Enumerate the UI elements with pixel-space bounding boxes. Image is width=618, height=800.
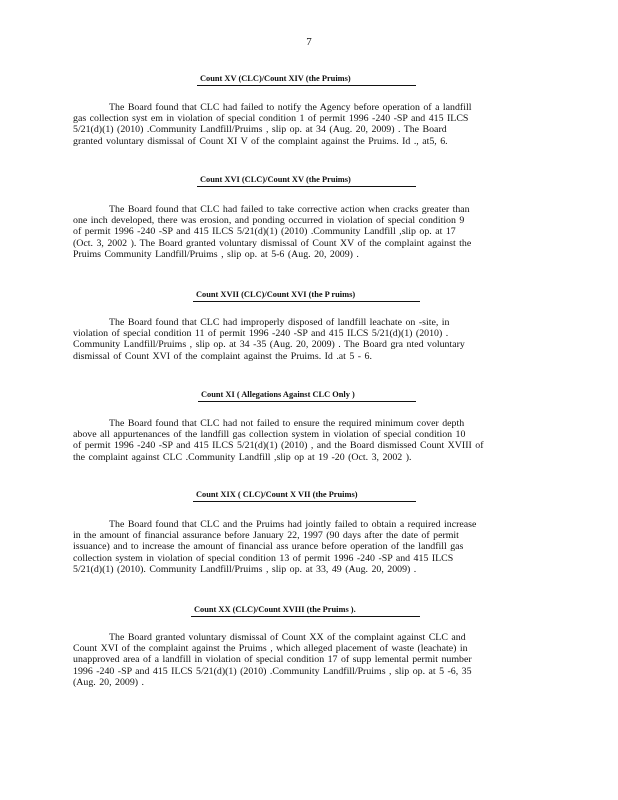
paragraph-line: (Aug. 20, 2009) . xyxy=(73,676,145,688)
paragraph-line: above all appurtenances of the landfill gas collection system in violation of special condition 10 xyxy=(73,429,466,441)
heading-underline xyxy=(193,301,420,302)
paragraph-line: 5/21(d)(1) (2010). Community Landfill/Pruims , slip op. at 33, 49 (Aug. 20, 2009) . xyxy=(73,563,417,575)
section-paragraph xyxy=(73,204,543,260)
section-heading: Count XVII (CLC)/Count XVI (the P ruims) xyxy=(196,290,356,299)
section-heading: Count XI ( Allegations Against CLC Only ) xyxy=(201,390,355,399)
section-heading: Count XX (CLC)/Count XVIII (the Pruims ). xyxy=(194,605,356,614)
paragraph-line: unapproved area of a landfill in violation of special condition 17 of supp lemental permit number xyxy=(73,654,472,666)
paragraph-line: The Board found that CLC and the Pruims had jointly failed to obtain a required increase xyxy=(109,519,477,530)
paragraph-line: The Board found that CLC had failed to take corrective action when cracks greater than xyxy=(109,204,470,215)
paragraph-line: violation of special condition 11 of permit 1996 -240 -SP and 415 ILCS 5/21(d)(1) (2010) . xyxy=(73,328,449,340)
paragraph-line: The Board found that CLC had not failed to ensure the required minimum cover depth xyxy=(109,418,465,429)
heading-underline xyxy=(193,501,416,502)
paragraph-line: Pruims Community Landfill/Pruims , slip op. at 5-6 (Aug. 20, 2009) . xyxy=(73,248,359,260)
paragraph-line: collection system in violation of special condition 13 of permit 1996 -240 -SP and 415 ILCS xyxy=(73,552,454,564)
paragraph-line: granted voluntary dismissal of Count XI V of the complaint against the Pruims. Id ., at5, 6. xyxy=(73,135,448,147)
paragraph-line: one inch developed, there was erosion, and ponding occurred in violation of special condition 9 xyxy=(73,215,465,227)
paragraph-line: (Oct. 3, 2002 ). The Board granted voluntary dismissal of Count XV of the complaint against the xyxy=(73,237,472,249)
section-paragraph xyxy=(73,102,543,147)
paragraph-line: The Board granted voluntary dismissal of Count XX of the complaint against CLC and xyxy=(109,632,466,643)
section-paragraph xyxy=(73,519,543,575)
paragraph-line: in the amount of financial assurance before January 22, 1997 (90 days after the date of permit xyxy=(73,530,459,542)
page-number: 7 xyxy=(306,36,312,48)
paragraph-line: of permit 1996 -240 -SP and 415 ILCS 5/21(d)(1) (2010) .Community Landfill ,slip op. at 17 xyxy=(73,226,456,238)
heading-underline xyxy=(198,401,416,402)
section-heading: Count XIX ( CLC)/Count X VII (the Pruims) xyxy=(196,490,358,499)
section-paragraph xyxy=(73,632,543,688)
heading-underline xyxy=(197,186,416,187)
heading-underline xyxy=(191,616,420,617)
paragraph-line: dismissal of Count XVI of the complaint against the Pruims. Id .at 5 - 6. xyxy=(73,350,372,362)
section-heading: Count XVI (CLC)/Count XV (the Pruims) xyxy=(200,175,351,184)
paragraph-line: 1996 -240 -SP and 415 ILCS 5/21(d)(1) (2010) .Community Landfill/Pruims , slip op. at 5 -6, 35 xyxy=(73,665,472,677)
paragraph-line: the complaint against CLC .Community Landfill ,slip op at 19 -20 (Oct. 3, 2002 ). xyxy=(73,451,412,463)
paragraph-line: 5/21(d)(1) (2010) .Community Landfill/Pruims , slip op. at 34 (Aug. 20, 2009) . The Board xyxy=(73,124,447,136)
paragraph-line: issuance) and to increase the amount of financial ass urance before operation of the landfill gas xyxy=(73,541,464,553)
paragraph-line: The Board found that CLC had failed to notify the Agency before operation of a landfill xyxy=(109,102,472,113)
paragraph-line: Community Landfill/Pruims , slip op. at 34 -35 (Aug. 20, 2009) . The Board gra nted voluntary xyxy=(73,339,465,351)
section-paragraph xyxy=(73,317,543,362)
section-heading: Count XV (CLC)/Count XIV (the Pruims) xyxy=(200,74,351,83)
paragraph-line: Count XVI of the complaint against the Pruims , which alleged placement of waste (leachate) in xyxy=(73,643,468,655)
paragraph-line: of permit 1996 -240 -SP and 415 ILCS 5/21(d)(1) (2010) , and the Board dismissed Count XVIII of xyxy=(73,440,484,452)
paragraph-line: gas collection syst em in violation of special condition 1 of permit 1996 -240 -SP and 415 ILCS xyxy=(73,113,469,125)
section-paragraph xyxy=(73,418,543,463)
heading-underline xyxy=(197,85,416,86)
paragraph-line: The Board found that CLC had improperly disposed of landfill leachate on -site, in xyxy=(109,317,450,328)
